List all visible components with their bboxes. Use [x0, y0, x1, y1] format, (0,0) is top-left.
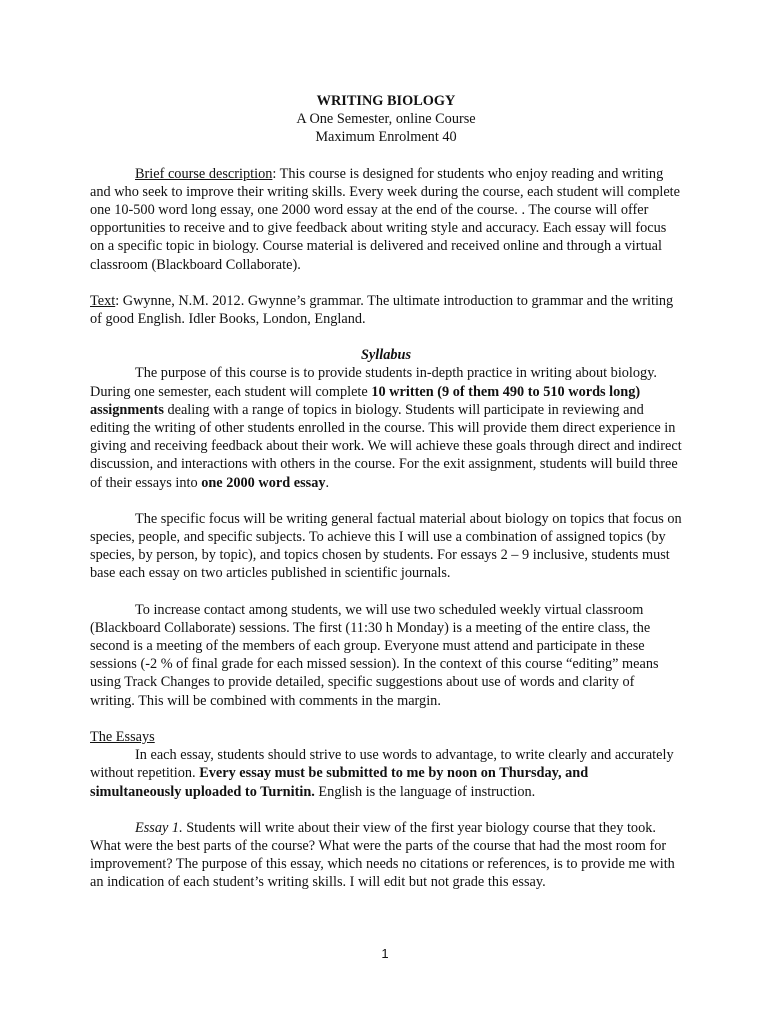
course-description-text: : This course is designed for students who enjoy reading and writing and who seek to improve their writing skills. Every week during the course, each student will complete one 10-500 word long essay, one 2000 word essay at the end of the course. . The course will offer opportunities to receive and to give feedback about writing style and accuracy. Each essay will focus on a specific topic in biology. Course material is delivered and received online and through a virtual classroom (Blackboard Collaborate).	[90, 165, 680, 273]
essays-p1-text-b: English is the language of instruction.	[314, 783, 536, 800]
textbook-citation: : Gwynne, N.M. 2012. Gwynne’s grammar. The ultimate introduction to grammar and the writing of good English. Idler Books, London, England.	[90, 292, 674, 328]
course-description-paragraph	[90, 165, 682, 274]
essay-1-paragraph	[90, 819, 682, 892]
spacer	[90, 328, 682, 346]
textbook-reference	[90, 292, 682, 328]
syllabus-p1-text-c: .	[325, 474, 330, 491]
spacer	[90, 710, 682, 728]
spacer	[90, 274, 682, 292]
document-page	[90, 92, 682, 892]
syllabus-p1-text-b: dealing with a range of topics in biology. Students will participate in reviewing and editing the writing of other students enrolled in the course. This will provide them direct experience in giving and receiving feedback about their work. We will achieve these goals through direct and indirect discussion, and interactions with others in the course. For the exit assignment, students will build three of their essays into	[90, 401, 682, 491]
syllabus-p1-bold-assignments: 10 written (9 of them 490 to 510 words long) assignments	[90, 383, 641, 418]
syllabus-paragraph-3: To increase contact among students, we will use two scheduled weekly virtual classroom (Blackboard Collaborate) sessions. The first (11:30 h Monday) is a meeting of the entire class, the second is a meeting of the members of each group. Everyone must attend and participate in these sessions (-2 % of final grade for each missed session). In the context of this course “editing” means using Track Changes to provide detailed, specific suggestions about use of words and clarity of writing. This will be combined with comments in the margin.	[90, 601, 659, 709]
essays-p1-bold-deadline: Every essay must be submitted to me by noon on Thursday, and simultaneously uploaded to Turnitin.	[90, 765, 589, 800]
document-subtitle-course: A One Semester, online Course	[296, 111, 476, 128]
essay-1-text: Students will write about their view of the first year biology course that they took. What were the best parts of the course? What were the parts of the course that had the most room for improvement? The purpose of this essay, which needs no citations or references, is to provide me with an indication of each student’s writing skills. I will edit but not grade this essay.	[90, 819, 675, 891]
syllabus-heading: Syllabus	[360, 347, 412, 364]
spacer	[90, 492, 682, 510]
page-number: 1	[381, 946, 389, 961]
syllabus-p1-text-a: The purpose of this course is to provide students in-depth practice in writing about biology. During one semester, each student will complete	[90, 365, 657, 400]
spacer	[90, 801, 682, 819]
document-title: WRITING BIOLOGY	[316, 93, 456, 109]
syllabus-paragraph-1	[90, 364, 682, 491]
document-subtitle-enrolment: Maximum Enrolment 40	[315, 129, 457, 146]
spacer	[90, 583, 682, 601]
syllabus-paragraph-2: The specific focus will be writing general factual material about biology on topics that focus on species, people, and specific subjects. To achieve this I will use a combination of assigned topics (by species, by person, by topic), and topics chosen by students. For essays 2 – 9 inclusive, students must base each essay on two articles published in scientific journals.	[90, 510, 682, 582]
essays-paragraph-1	[90, 746, 682, 801]
textbook-label: Text	[90, 292, 116, 309]
essays-p1-text-a: In each essay, students should strive to use words to advantage, to write clearly and accurately without repetition.	[90, 747, 674, 782]
essays-heading: The Essays	[90, 728, 155, 745]
course-description-label: Brief course description	[135, 165, 273, 182]
essay-1-label: Essay 1.	[135, 819, 183, 836]
spacer	[90, 147, 682, 165]
syllabus-p1-bold-final-essay: one 2000 word essay	[201, 474, 326, 491]
